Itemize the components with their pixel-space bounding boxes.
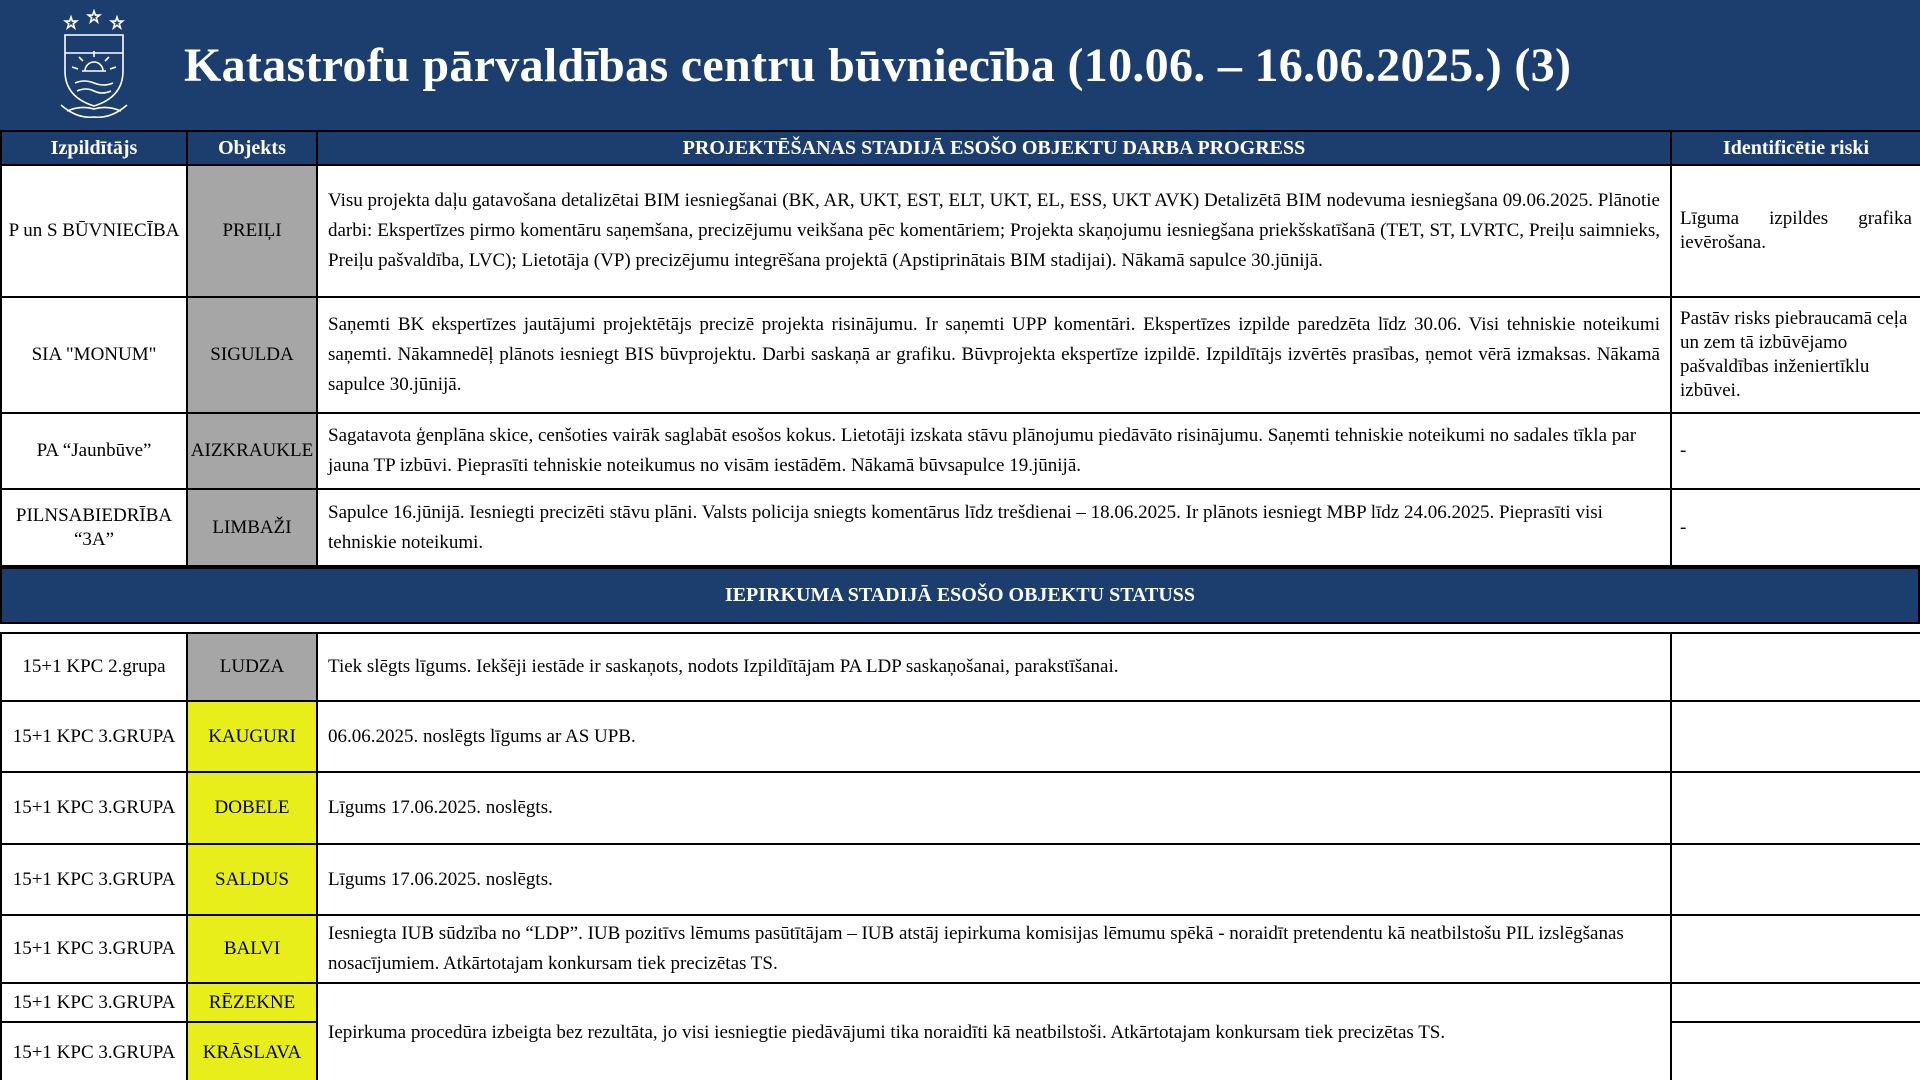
object-cell: SALDUS: [187, 844, 317, 915]
executor-cell: PILNSABIEDRĪBA “3A”: [1, 489, 187, 566]
executor-cell: 15+1 KPC 2.grupa: [1, 633, 187, 701]
status-cell: Tiek slēgts līgums. Iekšēji iestāde ir saskaņots, nodots Izpildītājam PA LDP saskaņošanai, parakstīšanai.: [317, 633, 1671, 701]
object-cell: DOBELE: [187, 772, 317, 844]
status-cell-merged: Iepirkuma procedūra izbeigta bez rezultāta, jo visi iesniegtie piedāvājumi tika noraidīti kā neatbilstoši. Atkārtotajam konkursam tiek precizētas TS.: [317, 983, 1671, 1080]
status-cell: 06.06.2025. noslēgts līgums ar AS UPB.: [317, 701, 1671, 772]
stars-icon: [65, 11, 122, 28]
progress-cell: Sagatavota ģenplāna skice, cenšoties vairāk saglabāt esošos kokus. Lietotāji izskata stāvu plānojumu piedāvāto risinājumu. Saņemti tehniskie noteikumi no sadales tīkla par jauna TP izbūvi. Pieprasīti tehniskie noteikumus no visām iestādēm. Nākamā būvsapulce 19.jūnijā.: [317, 413, 1671, 489]
table-row: [1, 489, 1920, 566]
risk-cell: [1671, 983, 1920, 1022]
object-cell: KRĀSLAVA: [187, 1022, 317, 1080]
executor-cell: P un S BŪVNIECĪBA: [1, 165, 187, 297]
table-header-row: [1, 131, 1920, 165]
executor-cell: PA “Jaunbūve”: [1, 413, 187, 489]
banner-gap: [0, 624, 1920, 632]
executor-cell: 15+1 KPC 3.GRUPA: [1, 701, 187, 772]
table-row: [1, 983, 1920, 1022]
column-header-executor: Izpildītājs: [1, 131, 187, 165]
risk-cell: [1671, 1022, 1920, 1080]
title-bar: [0, 0, 1920, 130]
object-cell: BALVI: [187, 915, 317, 983]
progress-cell: Saņemti BK ekspertīzes jautājumi projektētājs precizē projekta risinājumu. Ir saņemti UPP komentāri. Ekspertīzes izpilde paredzēta līdz 30.06. Visi tehniskie noteikumi saņemti. Nākamnedēļ plānots iesniegt BIS būvprojektu. Darbi saskaņā ar grafiku. Būvprojekta ekspertīze izpildē. Izpildītājs izvērtēs prasības, ņemot vērā izmaksas. Nākamā sapulce 30.jūnijā.: [317, 297, 1671, 413]
table-row: [1, 297, 1920, 413]
column-header-object: Objekts: [187, 131, 317, 165]
executor-cell: 15+1 KPC 3.GRUPA: [1, 772, 187, 844]
column-header-progress: PROJEKTĒŠANAS STADIJĀ ESOŠO OBJEKTU DARBA PROGRESS: [317, 131, 1671, 165]
executor-cell: 15+1 KPC 3.GRUPA: [1, 915, 187, 983]
executor-cell: SIA "MONUM": [1, 297, 187, 413]
table-row: [1, 772, 1920, 844]
object-cell: SIGULDA: [187, 297, 317, 413]
sun-icon: [72, 51, 116, 71]
risk-cell: [1671, 844, 1920, 915]
status-cell: Līgums 17.06.2025. noslēgts.: [317, 844, 1671, 915]
table-row: [1, 413, 1920, 489]
object-cell: RĒZEKNE: [187, 983, 317, 1022]
risk-cell: [1671, 633, 1920, 701]
risk-cell: [1671, 772, 1920, 844]
executor-cell: 15+1 KPC 3.GRUPA: [1, 844, 187, 915]
progress-cell: Visu projekta daļu gatavošana detalizētai BIM iesniegšanai (BK, AR, UKT, EST, ELT, UKT, EL, ESS, UKT AVK) Detalizētā BIM nodevuma iesniegšana 09.06.2025. Plānotie darbi: Ekspertīzes pirmo komentāru saņemšana, precizējumu veikšana pēc komentāriem; Projekta skaņojumu iesniegšana priekšskatīšanā (TET, ST, LVRTC, Preiļu saimnieks, Preiļu pašvaldība, LVC); Lietotāja (VP) precizējumu integrēšana projektā (Apstiprinātais BIM stadijai). Nākamā sapulce 30.jūnijā.: [317, 165, 1671, 297]
table-row: [1, 633, 1920, 701]
object-cell: AIZKRAUKLE: [187, 413, 317, 489]
table-row: [1, 165, 1920, 297]
column-header-risks: Identificētie riski: [1671, 131, 1920, 165]
risk-cell: [1671, 915, 1920, 983]
risk-cell: -: [1671, 413, 1920, 489]
object-cell: KAUGURI: [187, 701, 317, 772]
executor-cell: 15+1 KPC 3.GRUPA: [1, 983, 187, 1022]
status-cell: Līgums 17.06.2025. noslēgts.: [317, 772, 1671, 844]
page-title: Katastrofu pārvaldības centru būvniecība (10.06. – 16.06.2025.) (3): [184, 38, 1572, 92]
risk-cell: Līguma izpildes grafika ievērošana.: [1671, 165, 1920, 297]
object-cell: PREIĻI: [187, 165, 317, 297]
section-banner: [0, 567, 1920, 624]
table-row: [1, 844, 1920, 915]
procurement-stage-table: [0, 632, 1920, 1080]
table-row: [1, 915, 1920, 983]
object-cell: LUDZA: [187, 633, 317, 701]
table-row: [1, 701, 1920, 772]
executor-cell: 15+1 KPC 3.GRUPA: [1, 1022, 187, 1080]
status-cell: Iesniegta IUB sūdzība no “LDP”. IUB pozitīvs lēmums pasūtītājam – IUB atstāj iepirkuma komisijas lēmumu spēkā - noraidīt pretendentu kā neatbilstošu PIL izslēgšanas nosacījumiem. Atkārtotajam konkursam tiek precizētas TS.: [317, 915, 1671, 983]
design-stage-table: [0, 130, 1920, 567]
risk-cell: [1671, 701, 1920, 772]
section-banner-title: IEPIRKUMA STADIJĀ ESOŠO OBJEKTU STATUSS: [724, 584, 1196, 606]
risk-cell: Pastāv risks piebraucamā ceļa un zem tā izbūvējamo pašvaldības inženiertīklu izbūvei.: [1671, 297, 1920, 413]
latvia-coat-of-arms-logo: [48, 9, 140, 121]
progress-cell: Sapulce 16.jūnijā. Iesniegti precizēti stāvu plāni. Valsts policija sniegts komentārus līdz trešdienai – 18.06.2025. Ir plānots iesniegt MBP līdz 24.06.2025. Pieprasīti visi tehniskie noteikumi.: [317, 489, 1671, 566]
risk-cell: -: [1671, 489, 1920, 566]
object-cell: LIMBAŽI: [187, 489, 317, 566]
